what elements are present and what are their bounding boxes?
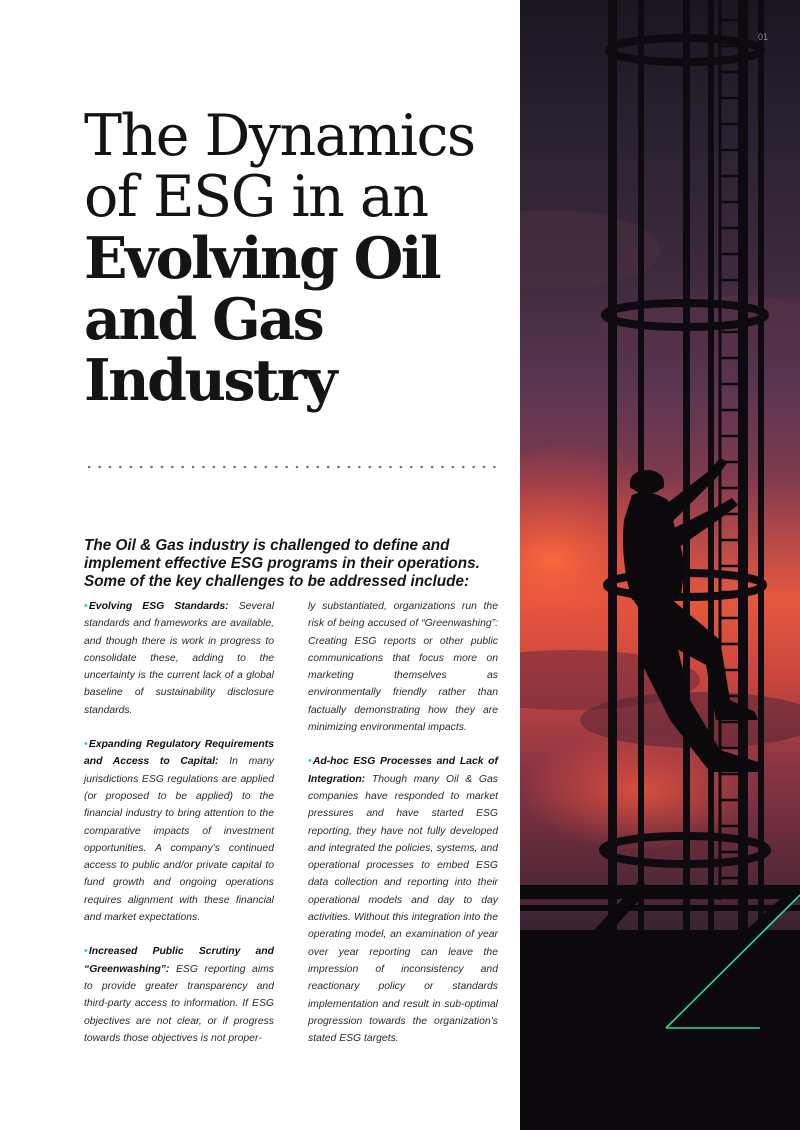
section-lead: Expanding Regulatory Requirements and Access to Capital: xyxy=(84,739,274,768)
title-line-5: Industry xyxy=(84,347,335,414)
section-text: ESG reporting aims to provide greater transparency and third-party access to information. If ESG objectives are not clear, or if progress towards those objectives is not proper- xyxy=(84,963,274,1044)
section-regulatory-requirements xyxy=(84,736,274,926)
section-text: Though many Oil & Gas companies have responded to market pressures and have started ESG reporting, they have not fully developed and integrated the policies, systems, and operational processes to embed ESG data collection and reporting into their operational models and day to day activities. Without this integration into the operating model, an examination of year over year reporting can leave the impression of inconsistency and reactionary policy or standards implementation and result in sub-optimal progression towards the organization’s stated ESG targets. xyxy=(308,773,498,1045)
section-text: In many jurisdictions ESG regulations are applied (or proposed to be applied) to the financial industry to bring attention to the comparative impacts of investment opportunities. A company’s continued access to public and/or private capital to fund growth and ongoing operations requires alignment with these financial and market expectations. xyxy=(84,756,274,924)
section-adhoc-processes xyxy=(308,753,498,1047)
bullet-dot-icon: • xyxy=(84,945,88,958)
title-line-4: and Gas xyxy=(84,286,323,353)
body-column-left xyxy=(84,598,274,1064)
title-line-3: Evolving Oil xyxy=(84,225,440,292)
bullet-dot-icon: • xyxy=(308,755,312,768)
bullet-dot-icon: • xyxy=(84,738,88,751)
section-lead: Evolving ESG Standards: xyxy=(88,601,229,612)
page-title xyxy=(84,103,524,414)
section-public-scrutiny-continued: ly substantiated, organizations run the risk of being accused of “Greenwashing”: Creating ESG reports or other public communications that focus more on marketing themselves as environmentally friendly rather than factually demonstrating how they are minimizing environmental impacts. xyxy=(308,601,498,734)
body-column-right xyxy=(308,598,498,1064)
dotted-divider xyxy=(84,462,500,472)
title-line-1: The Dynamics xyxy=(84,103,475,169)
section-evolving-standards xyxy=(84,598,274,719)
title-line-2: of ESG in an xyxy=(84,164,428,230)
section-lead: Increased Public Scrutiny and “Greenwashing”: xyxy=(84,946,274,975)
worker-ladder-silhouette-image xyxy=(520,0,800,1130)
intro-text: The Oil & Gas industry is challenged to define and implement effective ESG programs in their operations. Some of the key challenges to be addressed include: xyxy=(84,537,480,590)
hero-photo xyxy=(520,0,800,1130)
page-number: 01 xyxy=(758,32,769,42)
section-public-scrutiny xyxy=(84,943,274,1047)
section-text: Several standards and frameworks are available, and though there is work in progress to consolidate these, adding to the uncertainty is the current lack of a global baseline of sustainability disclosure standards. xyxy=(84,601,274,716)
section-lead: Ad-hoc ESG Processes and Lack of Integration: xyxy=(308,756,498,785)
bullet-dot-icon: • xyxy=(84,600,88,612)
